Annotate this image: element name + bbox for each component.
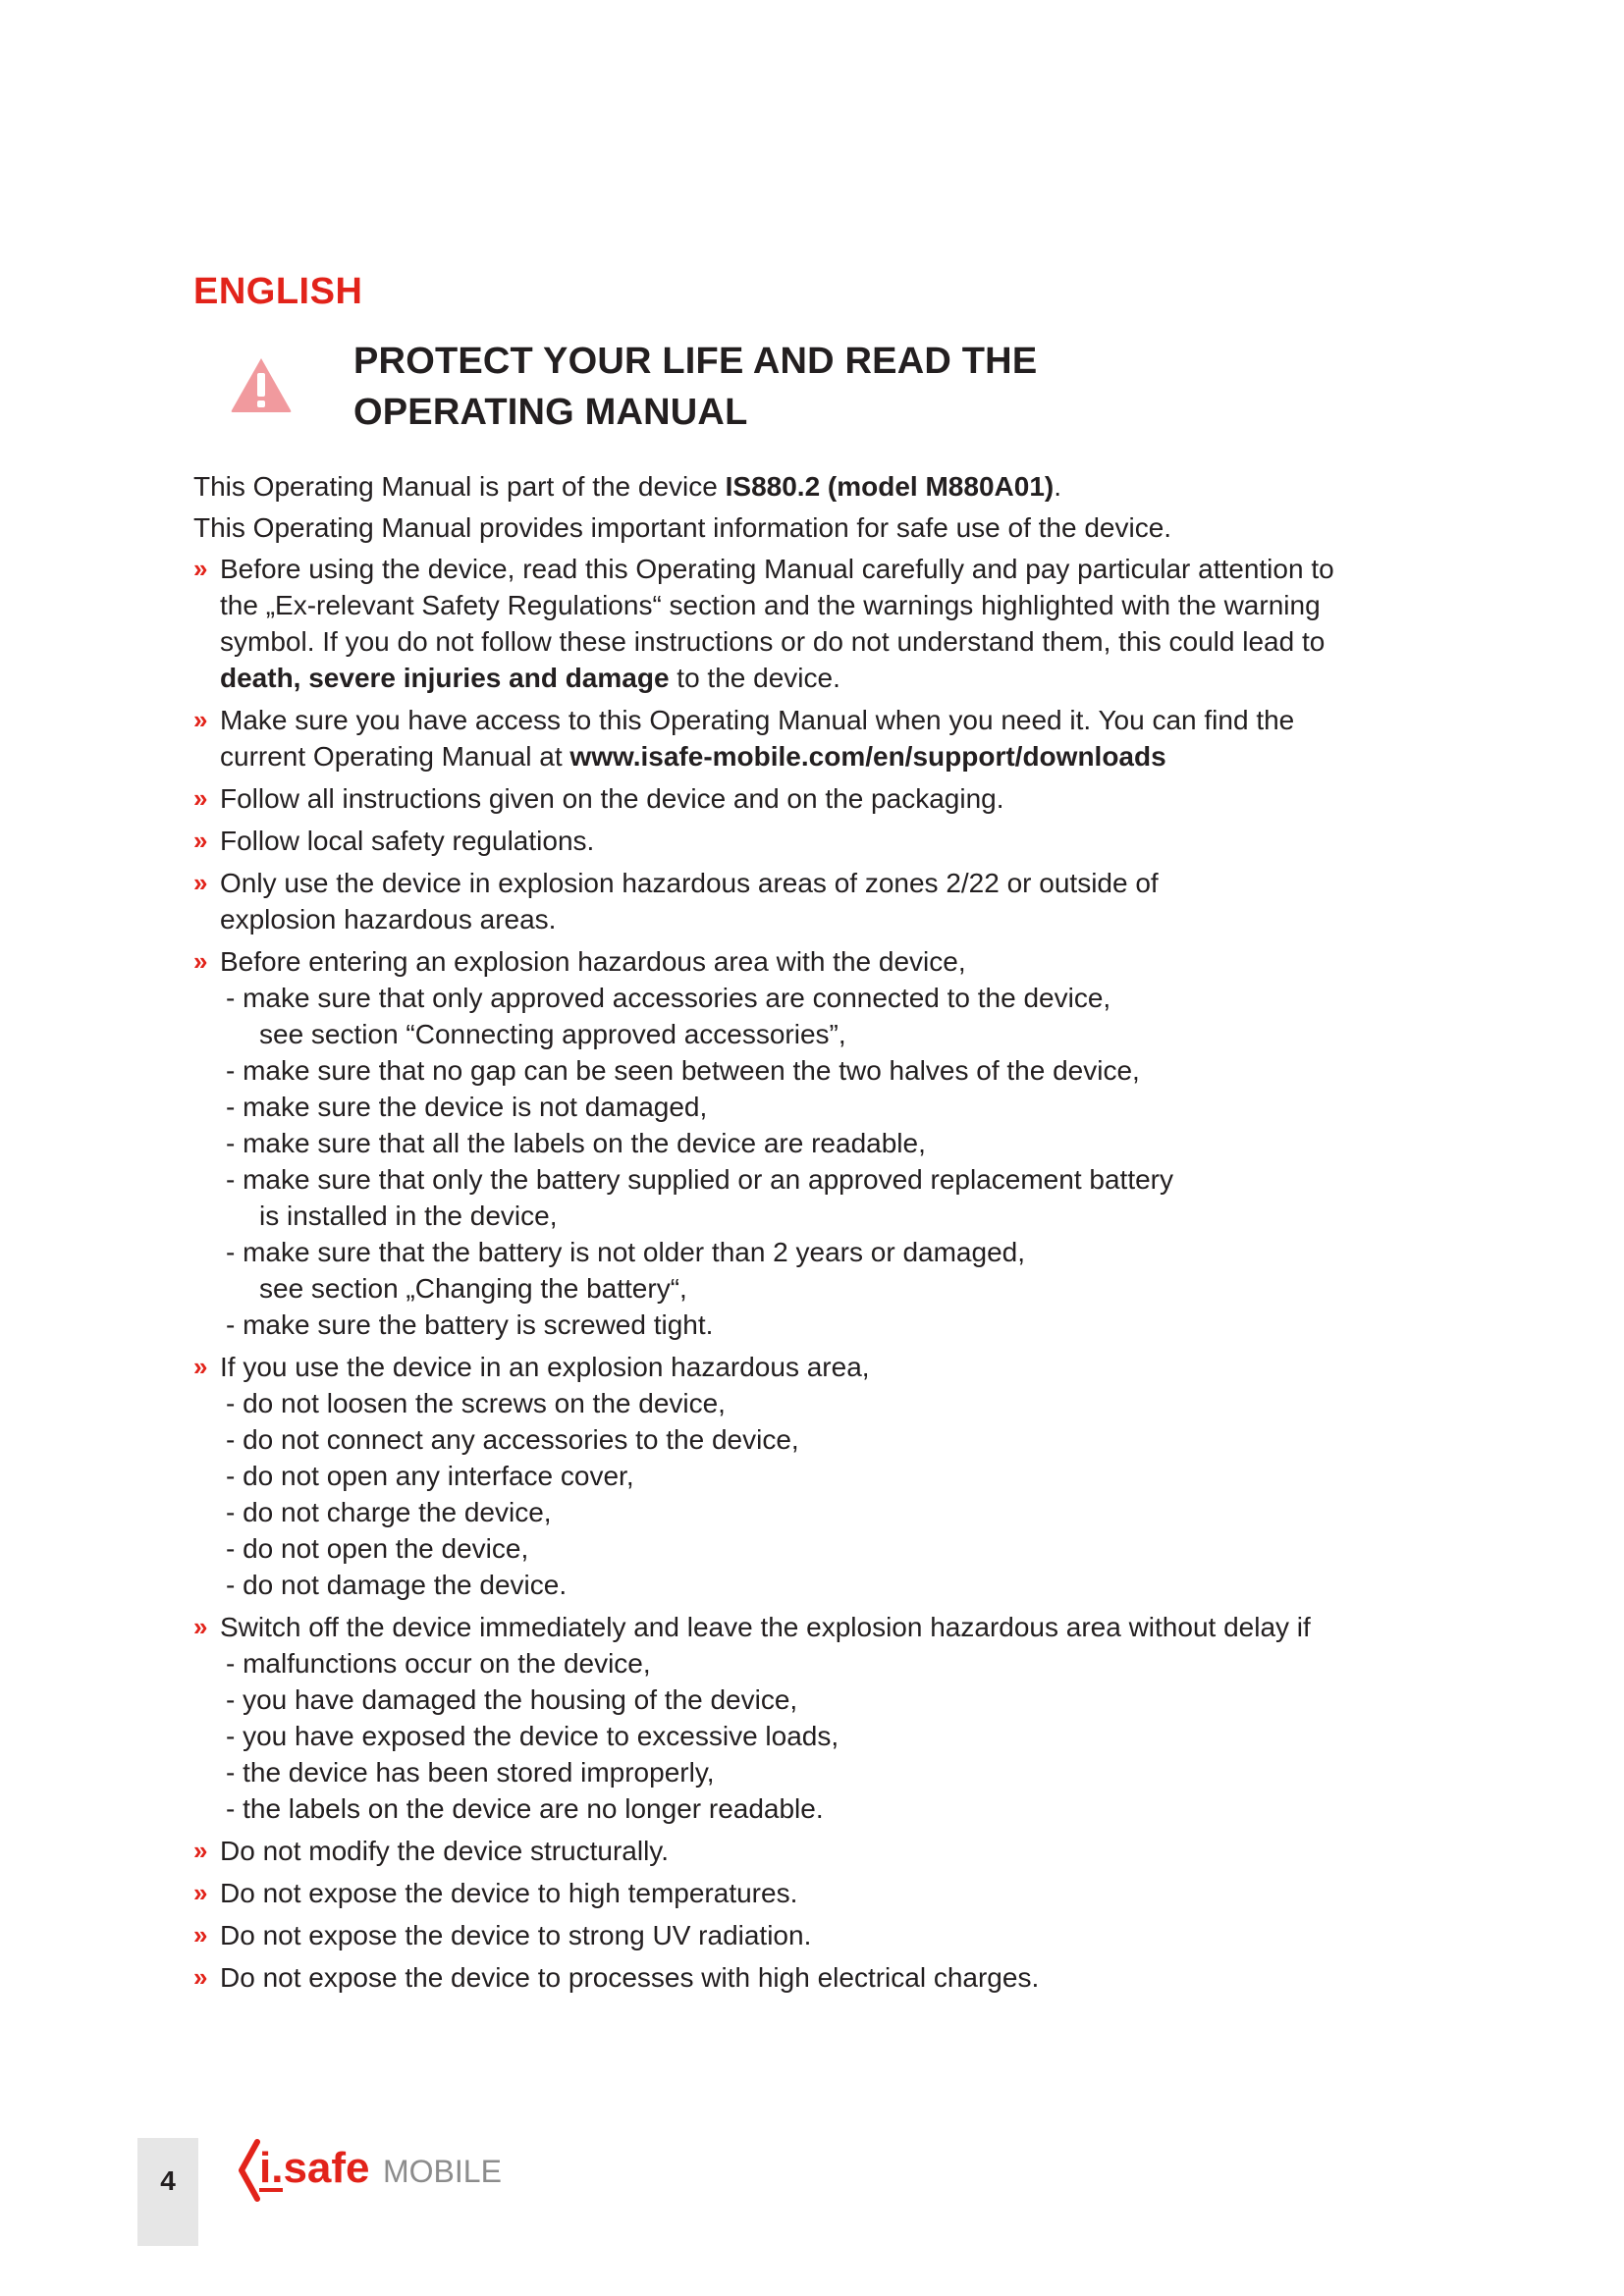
list-item: - make sure that all the labels on the device are readable, — [226, 1128, 926, 1158]
list-item: - make sure that no gap can be seen between the two halves of the device, — [226, 1055, 1140, 1086]
bullet-marker-icon: » — [193, 705, 208, 734]
bullet-before-entering: » Before entering an explosion hazardous area with the device, - make sure that only approved accessories are connected to the device, see section “Connecting approved accessories”, - make sure that no gap can be seen between the two halves of the device, - make sure the device is not damaged, - make sure that all the labels on the device are readable, - make sure that only the battery supplied or an approved replacement battery is installed in the device, - make sure that the battery is not older than 2 years or damaged, see section „Changing the battery“, - make sure the battery is screwed tight. — [193, 943, 1411, 1343]
bullet-marker-icon: » — [193, 946, 208, 976]
bullet-no-modify: » Do not modify the device structurally. — [193, 1833, 1411, 1869]
page-number-tab — [137, 2138, 198, 2246]
language-heading: ENGLISH — [193, 271, 363, 312]
bullet-follow-instructions: » Follow all instructions given on the device and on the packaging. — [193, 780, 1411, 817]
intro-line-1: This Operating Manual is part of the device IS880.2 (model M880A01). — [193, 471, 1061, 502]
list-item: - do not charge the device, — [226, 1497, 552, 1527]
list-item: - you have exposed the device to excessive loads, — [226, 1721, 839, 1751]
page-number: 4 — [160, 2165, 176, 2196]
logo-suffix-text: MOBILE — [383, 2154, 502, 2189]
bullet-high-temperatures: » Do not expose the device to high temperatures. — [193, 1875, 1411, 1911]
list-item: - do not connect any accessories to the device, — [226, 1424, 799, 1455]
bullet-access-manual: » Make sure you have access to this Operating Manual when you need it. You can find the current Operating Manual at www.isafe-mobile.com/en/support/downloads — [193, 702, 1411, 774]
bullet-marker-icon: » — [193, 1352, 208, 1381]
bullet-electrical-charges: » Do not expose the device to processes with high electrical charges. — [193, 1959, 1411, 1996]
list-item: - make sure the device is not damaged, — [226, 1092, 708, 1122]
list-item: - do not open the device, — [226, 1533, 529, 1564]
bullet-uv-radiation: » Do not expose the device to strong UV radiation. — [193, 1917, 1411, 1953]
bullet-marker-icon: » — [193, 1612, 208, 1641]
bullet-marker-icon: » — [193, 783, 208, 813]
bullet-marker-icon: » — [193, 1962, 208, 1992]
bullet-marker-icon: » — [193, 1836, 208, 1865]
intro-line-2: This Operating Manual provides important information for safe use of the device. — [193, 512, 1172, 543]
bullet-local-regulations: » Follow local safety regulations. — [193, 823, 1411, 859]
bullet-read-manual: » Before using the device, read this Operating Manual carefully and pay particular attention to the „Ex-relevant Safety Regulations“ section and the warnings highlighted with the warning symbol. If you do not follow these instructions or do not understand them, this could lead to death, severe injuries and damage to the device. — [193, 551, 1411, 696]
list-item: - do not open any interface cover, — [226, 1461, 634, 1491]
bullet-marker-icon: » — [193, 554, 208, 583]
list-item: - the labels on the device are no longer readable. — [226, 1793, 824, 1824]
logo-brand-text: i.safe — [259, 2144, 370, 2192]
list-item: - make sure that only approved accessories are connected to the device, — [226, 983, 1111, 1013]
list-item: - the device has been stored improperly, — [226, 1757, 715, 1788]
isafe-mobile-logo — [236, 2136, 520, 2205]
list-item: - malfunctions occur on the device, — [226, 1648, 651, 1679]
bullet-marker-icon: » — [193, 868, 208, 897]
bullet-switch-off: » Switch off the device immediately and leave the explosion hazardous area without delay if - malfunctions occur on the device, - you have damaged the housing of the device, - you have exposed the device to excessive loads, - the device has been stored improperly, - the labels on the device are no longer readable. — [193, 1609, 1411, 1827]
download-link[interactable]: www.isafe-mobile.com/en/support/downloads — [569, 741, 1166, 772]
page-title — [353, 336, 1037, 438]
title-line-1: PROTECT YOUR LIFE AND READ THE — [353, 341, 1038, 382]
device-model: IS880.2 (model M880A01) — [725, 471, 1055, 502]
intro-paragraph — [193, 467, 1401, 550]
list-item: - do not damage the device. — [226, 1570, 568, 1600]
safety-instructions-list — [193, 551, 1411, 2002]
warning-triangle-icon — [229, 355, 294, 414]
list-item: - make sure that only the battery supplied or an approved replacement battery — [226, 1164, 1173, 1195]
list-item: - make sure that the battery is not older than 2 years or damaged, — [226, 1237, 1025, 1267]
bullet-zones: » Only use the device in explosion hazardous areas of zones 2/22 or outside of explosion hazardous areas. — [193, 865, 1411, 937]
bullet-in-hazardous-area: » If you use the device in an explosion hazardous area, - do not loosen the screws on the device, - do not connect any accessories to the device, - do not open any interface cover, - do not charge the device, - do not open the device, - do not damage the device. — [193, 1349, 1411, 1603]
bullet-marker-icon: » — [193, 1920, 208, 1949]
list-item: - do not loosen the screws on the device, — [226, 1388, 726, 1418]
bullet-marker-icon: » — [193, 826, 208, 855]
bullet-marker-icon: » — [193, 1878, 208, 1907]
list-item: - make sure the battery is screwed tight. — [226, 1309, 714, 1340]
warning-emphasis: death, severe injuries and damage — [220, 663, 670, 693]
title-line-2: OPERATING MANUAL — [353, 392, 748, 433]
list-item: - you have damaged the housing of the device, — [226, 1684, 798, 1715]
